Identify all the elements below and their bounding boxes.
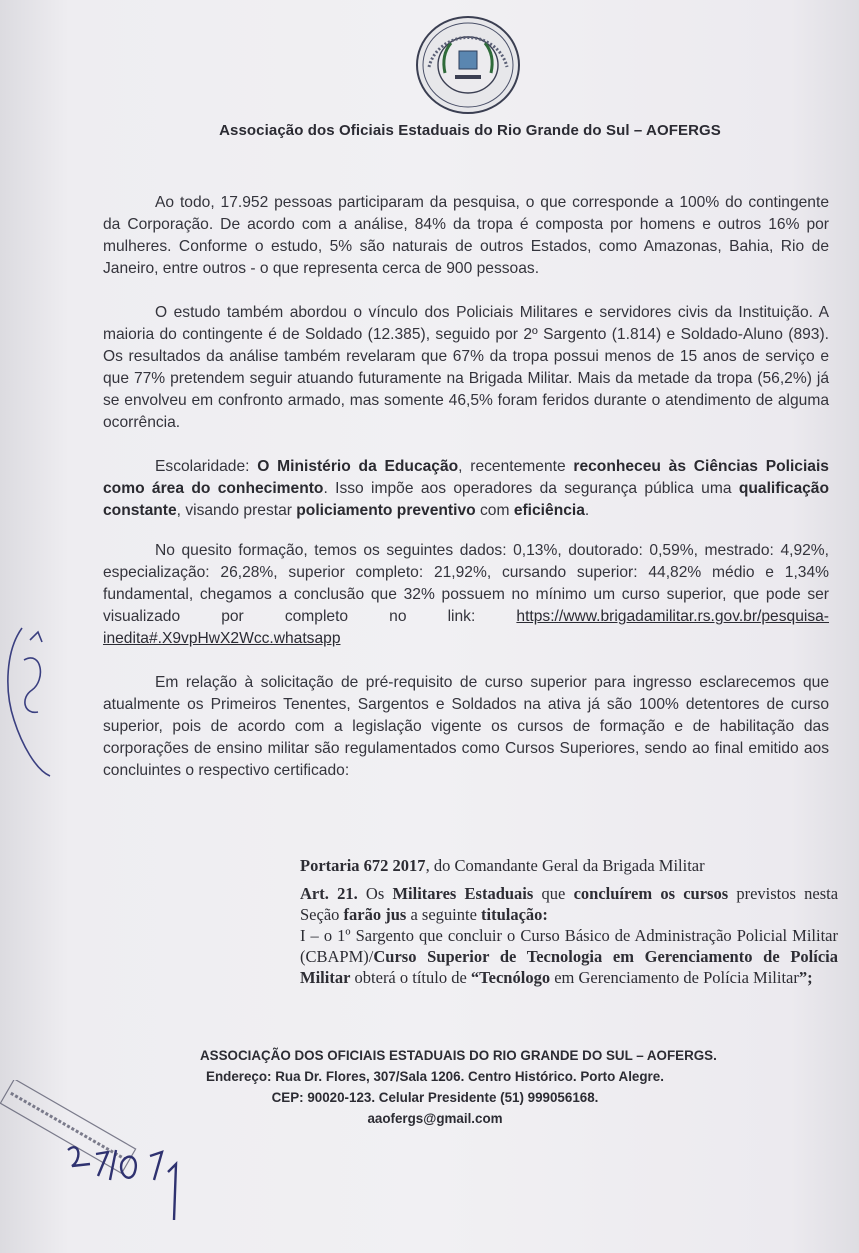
received-stamp-date: [0, 1080, 200, 1250]
text-segment: , visando prestar: [176, 502, 292, 519]
paragraph-text: O estudo também abordou o vínculo dos Policiais Militares e servidores civis da Instituição. A maioria do contingente é de Soldado (12.385), seguido por 2º Sargento (1.814) e Soldado-Aluno (893). Os resultados da análise também revelaram que 67% da tropa possui menos de 15 anos de serviço e que 77% pretendem seguir atuando futuramente na Brigada Militar. Mais da metade da tropa (56,2%) já se envolveu em confronto armado, mas somente 46,5% foram feridos durante o atendimento de alguma ocorrência.: [103, 304, 829, 431]
text-segment: .: [584, 502, 590, 519]
portaria-title: [300, 855, 838, 876]
bold-efficiency: eficiência: [513, 502, 585, 519]
survey-link[interactable]: https://www.brigadamilitar.rs.gov.br/pesquisa-inedita#.X9vpHwX2Wcc.whatsapp: [103, 608, 829, 647]
text-segment: . Isso impõe aos operadores da segurança pública uma: [323, 480, 732, 497]
text-segment: concluírem os cursos: [573, 884, 729, 903]
label-escolaridade: Escolaridade:: [155, 458, 250, 475]
portaria-quote: [300, 855, 838, 988]
paragraph-text: [103, 540, 829, 650]
article-number: Art. 21.: [300, 884, 358, 903]
handwritten-signature: [2, 620, 60, 780]
footer-association: ASSOCIAÇÃO DOS OFICIAIS ESTADUAIS DO RIO GRANDE DO SUL – AOFERGS.: [200, 1048, 717, 1063]
text-segment: titulação:: [481, 905, 548, 924]
paragraph-education: [103, 456, 829, 522]
portaria-article: [300, 883, 838, 925]
paragraph-military-bond: [103, 302, 829, 434]
paragraph-text: Em relação à solicitação de pré-requisito de curso superior para ingresso esclarecemos que atualmente os Primeiros Tenentes, Sargentos e Soldados na ativa já são 100% detentores de curso superior, pois de acordo com a legislação vigente os cursos de formação e de habilitação das corporações de ensino militar são regulamentados como Cursos Superiores, sendo ao final emitido aos concluintes o respectivo certificado:: [103, 674, 829, 779]
text-segment: a seguinte: [410, 905, 477, 924]
footer-contact: [200, 1045, 717, 1129]
text-segment: , recentemente: [458, 458, 566, 475]
bold-policing: policiamento preventivo: [296, 502, 476, 519]
text-segment: I – o 1º Sargento que concluir o Curso Básico de Administração Policial Militar (CBAPM)/: [300, 926, 838, 966]
paragraph-higher-education: [103, 672, 829, 782]
text-segment: obterá o título de: [354, 968, 467, 987]
text-segment: ”;: [798, 968, 813, 987]
aofergs-seal-logo: [415, 15, 521, 115]
text-segment: farão jus: [343, 905, 407, 924]
text-segment: Curso Superior de Tecnologia em Gerenciamento de Polícia Militar: [300, 947, 838, 987]
paragraph-text: Ao todo, 17.952 pessoas participaram da pesquisa, o que corresponde a 100% do contingente da Corporação. De acordo com a análise, 84% da tropa é composta por homens e outros 16% por mulheres. Conforme o estudo, 5% são naturais de outros Estados, como Amazonas, Bahia, Rio de Janeiro, entre outros - o que representa cerca de 900 pessoas.: [103, 194, 829, 277]
association-title: Associação dos Oficiais Estaduais do Rio Grande do Sul – AOFERGS: [219, 122, 721, 139]
bold-recognition: reconheceu às Ciências Policiais como área do conhecimento: [103, 458, 829, 497]
text-segment: No quesito formação, temos os seguintes dados: 0,13%, doutorado: 0,59%, mestrado: 4,92%, especialização: 26,28%, superior completo: 21,92%, cursando superior: 44,82% médio e 1,34% fundamental, chegamos a conclusão que 32% possuem no mínimo um curso superior, que pode ser visualizado por completo no link:: [103, 542, 829, 625]
footer-cep-phone: CEP: 90020-123. Celular Presidente (51) 999056168.: [271, 1090, 599, 1105]
paragraph-training-data: [103, 540, 829, 650]
text-segment: em Gerenciamento de Polícia Militar: [554, 968, 799, 987]
paragraph-text: [103, 456, 829, 522]
portaria-title-bold: Portaria 672 2017: [300, 856, 426, 875]
bold-qualification: qualificação constante: [103, 480, 829, 519]
text-segment: que: [541, 884, 566, 903]
text-segment: Militares Estaduais: [392, 884, 534, 903]
text-segment: com: [480, 502, 510, 519]
bold-ministerio: O Ministério da Educação: [257, 458, 459, 475]
text-segment: previstos nesta Seção: [300, 884, 839, 924]
text-segment: “Tecnólogo: [470, 968, 551, 987]
portaria-item: [300, 925, 838, 988]
paragraph-survey-participants: [103, 192, 829, 280]
footer-address: Endereço: Rua Dr. Flores, 307/Sala 1206. Centro Histórico. Porto Alegre.: [206, 1069, 664, 1084]
footer-email: aaofergs@gmail.com: [367, 1111, 503, 1126]
text-segment: Os: [365, 884, 385, 903]
portaria-title-rest: , do Comandante Geral da Brigada Militar: [425, 856, 705, 875]
